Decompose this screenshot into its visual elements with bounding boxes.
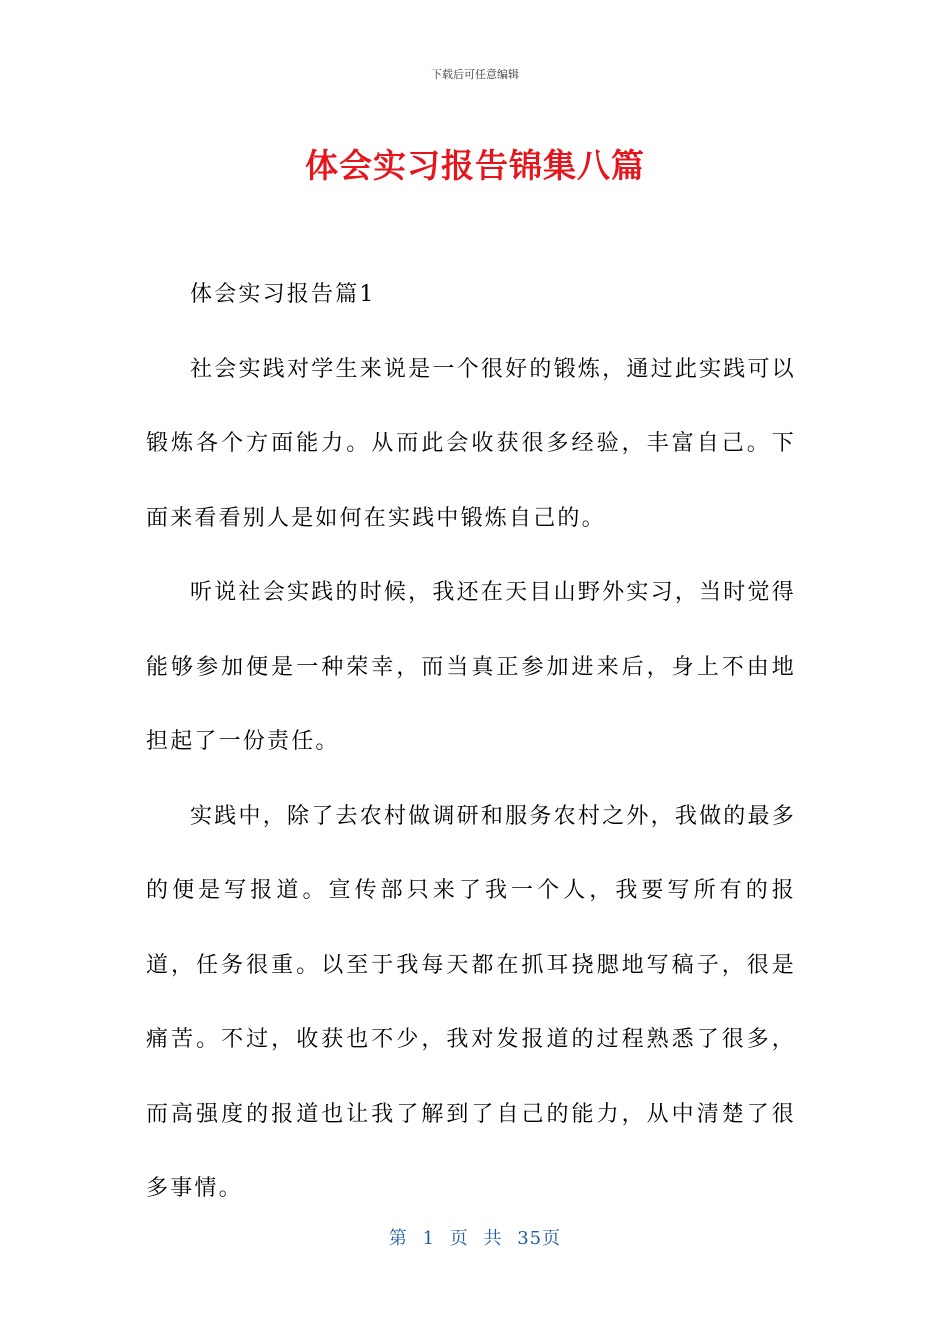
footer-total-pages: 35页 <box>517 1228 562 1249</box>
footer-total-prefix: 共 <box>483 1228 503 1249</box>
footer-prefix: 第 <box>388 1228 408 1249</box>
footer-current-page: 1 <box>422 1228 436 1249</box>
section-heading: 体会实习报告篇1 <box>190 282 376 307</box>
paragraph: 实践中，除了去农村做调研和服务农村之外，我做的最多的便是写报道。宣传部只来了我一个人，我要写所有的报道，任务很重。以至于我每天都在抓耳挠腮地写稿子，很是痛苦。不过，收获也不少，我对发报道的过程熟悉了很多，而高强度的报道也让我了解到了自己的能力，从中清楚了很多事情。 <box>146 803 796 1201</box>
document-title: 体会实习报告锦集八篇 <box>305 146 645 185</box>
paragraph: 社会实践对学生来说是一个很好的锻炼，通过此实践可以锻炼各个方面能力。从而此会收获很多经验，丰富自己。下面来看看别人是如何在实践中锻炼自己的。 <box>146 356 796 531</box>
document-body <box>146 258 796 1227</box>
page-footer <box>0 1224 950 1250</box>
header-note: 下载后可任意编辑 <box>431 68 519 81</box>
footer-page-word: 页 <box>449 1228 469 1249</box>
paragraph: 听说社会实践的时候，我还在天目山野外实习，当时觉得能够参加便是一种荣幸，而当真正参加进来后，身上不由地担起了一份责任。 <box>146 580 796 754</box>
